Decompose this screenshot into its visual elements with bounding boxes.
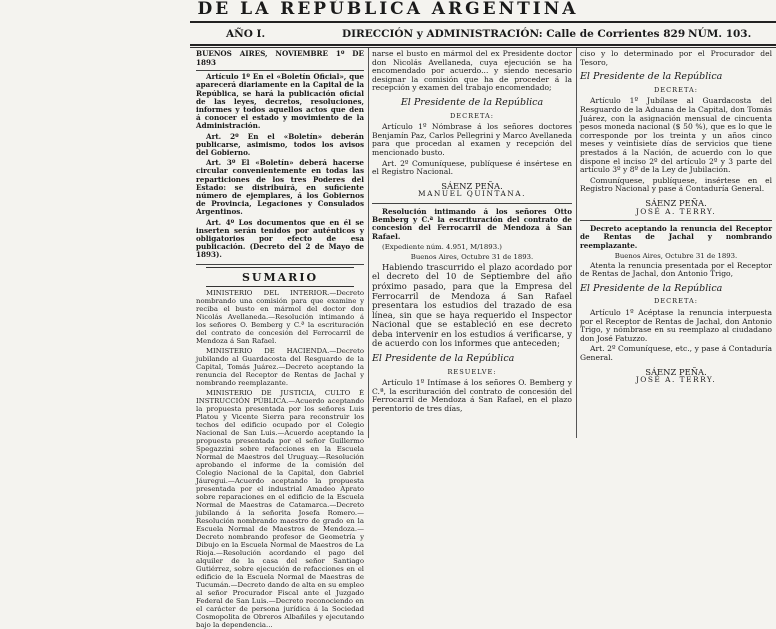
signature-minister: JOSÉ A. TERRY. bbox=[635, 206, 717, 216]
paragraph: Habiendo trascurrido el plazo acordado por el decreto del 10 de Septiembre del año próximo pasado, para que la Empresa del Ferrocarril de Mendoza á San Rafael presentara los estudios del trazado de esa línea, sin que se haya requerido el Inspector Nacional que se estableció en ese decreto deba intervenir en los estudios á verificarse, y de acuerdo con los informes que anteceden; bbox=[372, 261, 572, 349]
info-rule-thin bbox=[190, 47, 776, 48]
divider bbox=[580, 220, 772, 221]
sumario-title: SUMARIO bbox=[241, 270, 319, 284]
section-heading: El Presidente de la República bbox=[372, 353, 515, 365]
resolution-title: Resolución intimando á los señores Otto Bemberg y C.ª la escrituración del contrato de concesión del Ferrocarril de Mendoza á San Rafael. bbox=[372, 206, 572, 241]
sumario-entry: MINISTERIO DEL INTERIOR.—Decreto nombrando una comisión para que examine y reciba el busto en mármol del doctor don Nicolás Avellaneda.—Resolución intimando á los señores O. Bemberg y C.ª la escrituración del contrato de concesión del Ferrocarril de Mendoza á San Rafael. bbox=[196, 289, 364, 346]
paragraph: narse el busto en mármol del ex Presidente doctor don Nicolás Avellaneda, cuya ejecución se ha encomendado por acuerdo... y siendo necesario designar la comisión que ha de proceder á la recepción y examen del trabajo encomendado; bbox=[372, 49, 572, 93]
info-bar bbox=[190, 24, 776, 44]
issue-number: NÚM. 103. bbox=[688, 28, 752, 40]
preamble-box bbox=[196, 70, 364, 264]
divider bbox=[206, 286, 354, 287]
address-label: DIRECCIÓN y ADMINISTRACIÓN: Calle de Corrientes 829 bbox=[342, 28, 686, 40]
year-label: AÑO I. bbox=[226, 28, 266, 40]
divider bbox=[372, 203, 572, 204]
divider bbox=[206, 267, 354, 268]
section-heading: El Presidente de la República bbox=[580, 282, 723, 294]
article-paragraph: Comuníquese, publíquese, insértese en el Registro Nacional y pase á Contaduría General. bbox=[580, 175, 772, 194]
sumario-entry: MINISTERIO DE HACIENDA.—Decreto jubilando al Guardacosta del Resguardo de la Capital, Tomás Juárez.—Decreto aceptando la renuncia del Receptor de Rentas de Jachal y nombrando reemplazante. bbox=[196, 347, 364, 388]
decree-title: Decreto aceptando la renuncia del Receptor de Rentas de Jachal y nombrando reemplazante. bbox=[580, 224, 772, 250]
preamble-article: Art. 4º Los documentos que en él se inserten serán tenidos por auténticos y obligatorios por efecto de esa publicación. (Decreto del 2 de Mayo de 1893). bbox=[196, 217, 364, 260]
section-heading: El Presidente de la República bbox=[400, 96, 544, 108]
decreta-label: DECRETA: bbox=[654, 85, 698, 94]
column-divider bbox=[368, 48, 369, 438]
info-rule bbox=[190, 44, 776, 46]
signature-president: SÁENZ PEÑA. bbox=[645, 366, 707, 377]
article-paragraph: Art. 2º Comuníquese, etc., y pase á Contaduría General. bbox=[580, 344, 772, 363]
document-date: Buenos Aires, Octubre 31 de 1893. bbox=[410, 252, 534, 261]
column-1 bbox=[196, 49, 364, 629]
decreta-label: DECRETA: bbox=[450, 111, 494, 120]
column-divider bbox=[576, 48, 577, 438]
decreta-label: DECRETA: bbox=[654, 297, 698, 306]
signature-president: SÁENZ PEÑA. bbox=[645, 197, 707, 208]
sumario-entry: MINISTERIO DE JUSTICIA, CULTO É INSTRUCCIÓN PÚBLICA.—Acuerdo aceptando la propuesta presentada por los señores Luis Platou y Vicente Sierra para reconstruir los techos del edificio ocupado por el Colegio Nacional de San Luis.—Acuerdo aceptando la propuesta presentada por el señor Guillermo Spegazzini sobre refacciones en la Escuela Normal de Maestros del Uruguay.—Resolución aprobando el informe de la comisión del Colegio Nacional de la Capital, don Gabriel Jáuregui.—Acuerdo aceptando la propuesta presentada por el industrial Amadeo Aprato sobre reparaciones en el edificio de la Escuela Normal de Maestras de Catamarca.—Decreto jubilando á la señorita Josefa Romero.—Resolución nombrando maestro de grado en la Escuela Normal de Maestros de Mendoza.—Decreto nombrando profesor de Geometría y Dibujo en la Escuela Normal de Maestros de La Rioja.—Resolución acordando el pago del alquiler de la casa del señor Santiago Gutiérrez, sobre ejecución de refacciones en el edificio de la Escuela Normal de Maestras de Tucumán.—Decreto dando de alta en su empleo al señor Procurador Fiscal ante el Juzgado Federal de San Luis.—Decreto reconociendo en el carácter de persona jurídica á la Sociedad Cosmopolita de Obreros Albañiles y ejecutando bajo la dependencia... bbox=[196, 389, 364, 629]
column-3 bbox=[580, 50, 772, 438]
paragraph: ciso y lo determinado por el Procurador del Tesoro, bbox=[580, 49, 772, 67]
preamble-article: Art. 2º En el «Boletín» deberán publicarse, asimismo, todos los avisos del Gobierno. bbox=[196, 131, 364, 158]
section-heading: El Presidente de la República bbox=[580, 71, 723, 83]
preamble-article: Artículo 1º En el «Boletín Oficial», que aparecerá diariamente en la Capital de la República, se hará la publicación oficial de las leyes, decretos, resoluciones, informes y todos aquellos actos que den á conocer el estado y movimiento de la Administración. bbox=[196, 72, 364, 131]
dateline: BUENOS AIRES, NOVIEMBRE 1º DE 1893 bbox=[196, 49, 364, 67]
preamble-article: Art. 3º El «Boletín» deberá hacerse circular convenientemente en todas las reparticiones de los tres Poderes del Estado: se distribuirá, en suficiente número de ejemplares, á los Gobiernos de Provincia, Legaciones y Consulados Argentinos. bbox=[196, 158, 364, 217]
article-paragraph: Artículo 1º Jubílase al Guardacosta del Resguardo de la Aduana de la Capital, don Tomás Juárez, con la asignación mensual de cincuenta pesos moneda nacional ($ 50 %), que es lo que le corresponde por los treinta y un años cinco meses y veintisiete días de servicios que tiene prestados á la Nación, de acuerdo con lo que dispone el inciso 2º del artículo 2º y 3 parte del artículo 3º y 8º de la Ley de Jubilación. bbox=[580, 96, 772, 175]
signature-minister: JOSÉ A. TERRY. bbox=[635, 375, 717, 385]
column-2 bbox=[372, 50, 572, 438]
masthead: DE LA REPÚBLICA ARGENTINA bbox=[197, 0, 579, 19]
article-paragraph: Artículo 1º Intímase á los señores O. Bemberg y C.ª, la escrituración del contrato de concesión del Ferrocarril de Mendoza á San Rafael, en el plazo perentorio de tres días, bbox=[372, 378, 572, 414]
masthead-rule bbox=[190, 21, 776, 23]
document-date: Buenos Aires, Octubre 31 de 1893. bbox=[614, 251, 738, 260]
signature-minister: MANUEL QUINTANA. bbox=[418, 189, 526, 199]
signature-president: SÁENZ PEÑA. bbox=[441, 180, 503, 191]
article-paragraph: Artículo 1º Nómbrase á los señores doctores Benjamín Paz, Carlos Pellegrini y Marco Avellaneda para que procedan al examen y recepción del mencionado busto. bbox=[372, 122, 572, 157]
paragraph: Atenta la renuncia presentada por el Receptor de Rentas de Jachal, don Antonio Trigo, bbox=[580, 260, 772, 279]
expediente: (Expediente núm. 4.951, M/1893.) bbox=[382, 242, 502, 251]
resuelve-label: RESUELVE: bbox=[447, 367, 497, 376]
article-paragraph: Artículo 1º Acéptase la renuncia interpuesta por el Receptor de Rentas de Jachal, don Antonio Trigo, y nómbrase en su reemplazo al ciudadano don José Fatuzzo. bbox=[580, 308, 772, 343]
article-paragraph: Art. 2º Comuníquese, publíquese é insértese en el Registro Nacional. bbox=[372, 158, 572, 177]
